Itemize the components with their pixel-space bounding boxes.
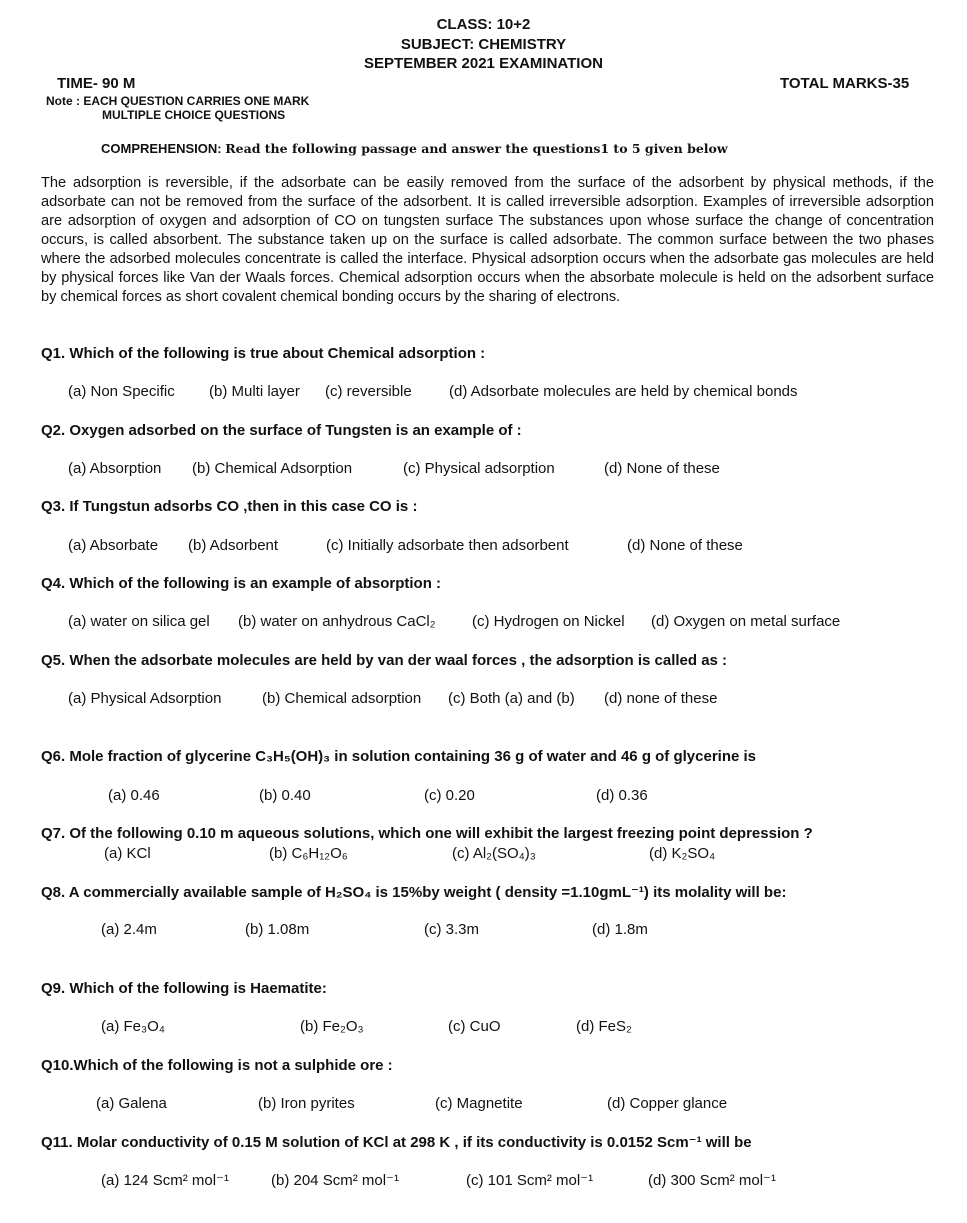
comprehension-passage: The adsorption is reversible, if the adsorbate can be easily removed from the surface of the adsorbent by physical methods, if the adsorbate can not be removed from the surface of the adsorbent. It is called irreversible adsorption. Examples of irreversible adsorption are adsorption of oxygen and adsorption of CO on tungsten surface The substances upon whose surface the change of concentration occurs, is called absorbent. The substance taken up on the surface is called adsorbate. The common surface between the two phases where the adsorbed molecules concentrate is called the interface. Physical adsorption occurs when the adsorbate gas molecules are held by physical forces like Van der Waals forces. Chemical adsorption occurs when the absorbate molecule is held on the adsorbent surface by chemical forces as short covalent chemical bonding occurs by the sharing of electrons. [41,175,934,305]
comprehension-instruction: Read the following passage and answer the questions1 to 5 given below [225,141,728,156]
q5-option-c: (c) Both (a) and (b) [448,690,575,707]
q6-option-a: (a) 0.46 [108,787,160,804]
question-1: Q1. Which of the following is true about Chemical adsorption : [41,345,486,362]
q3-option-c: (c) Initially adsorbate then adsorbent [326,537,569,554]
q1-option-b: (b) Multi layer [209,383,300,400]
question-8: Q8. A commercially available sample of H₂SO₄ is 15%by weight ( density =1.10gmL⁻¹) its molality will be: [41,884,787,901]
q11-option-d: (d) 300 Scm² mol⁻¹ [648,1172,776,1189]
q8-option-c: (c) 3.3m [424,921,480,938]
q1-option-d: (d) Adsorbate molecules are held by chemical bonds [449,383,798,400]
q2-option-d: (d) None of these [604,460,720,477]
q3-option-a: (a) Absorbate [68,537,159,554]
q8-option-d: (d) 1.8m [592,921,648,938]
comprehension-heading [101,141,728,156]
question-2: Q2. Oxygen adsorbed on the surface of Tungsten is an example of : [41,422,522,439]
q10-option-c: (c) Magnetite [435,1095,523,1112]
q9-option-b: (b) Fe₂O₃ [300,1018,364,1035]
q5-option-d: (d) none of these [604,690,718,707]
q6-option-d: (d) 0.36 [596,787,648,804]
question-11: Q11. Molar conductivity of 0.15 M solution of KCl at 298 K , if its conductivity is 0.0152 Scm⁻¹ will be [41,1134,752,1151]
q4-option-a: (a) water on silica gel [68,613,210,630]
q7-option-b: (b) C₆H₁₂O₆ [269,845,348,862]
q4-option-b: (b) water on anhydrous CaCl₂ [238,613,436,630]
q2-option-a: (a) Absorption [68,460,162,477]
q1-option-c: (c) reversible [325,383,412,400]
q5-option-b: (b) Chemical adsorption [262,690,422,707]
q10-option-b: (b) Iron pyrites [258,1095,355,1112]
q8-option-a: (a) 2.4m [101,921,157,938]
q9-option-a: (a) Fe₃O₄ [101,1018,165,1035]
q7-option-c: (c) Al₂(SO₄)₃ [452,845,536,862]
question-4: Q4. Which of the following is an example of absorption : [41,575,442,592]
exam-line: SEPTEMBER 2021 EXAMINATION [364,55,603,72]
comprehension-label: COMPREHENSION: [101,141,222,156]
q4-option-d: (d) Oxygen on metal surface [651,613,841,630]
q3-option-d: (d) None of these [627,537,743,554]
question-7: Q7. Of the following 0.10 m aqueous solutions, which one will exhibit the largest freezing point depression ? [41,825,813,842]
q8-option-b: (b) 1.08m [245,921,310,938]
q4-option-c: (c) Hydrogen on Nickel [472,613,625,630]
q5-option-a: (a) Physical Adsorption [68,690,222,707]
q10-option-a: (a) Galena [96,1095,167,1112]
total-marks-label: TOTAL MARKS-35 [780,75,910,92]
question-9: Q9. Which of the following is Haematite: [41,980,327,997]
question-5: Q5. When the adsorbate molecules are held by van der waal forces , the adsorption is called as : [41,652,728,669]
note-line-1: Note : EACH QUESTION CARRIES ONE MARK [46,94,310,108]
q11-option-a: (a) 124 Scm² mol⁻¹ [101,1172,229,1189]
q7-option-d: (d) K₂SO₄ [649,845,716,862]
question-10: Q10.Which of the following is not a sulphide ore : [41,1057,393,1074]
q10-option-d: (d) Copper glance [607,1095,728,1112]
question-6: Q6. Mole fraction of glycerine C₃H₅(OH)₃ in solution containing 36 g of water and 46 g of glycerine is [41,748,757,765]
time-label: TIME- 90 M [57,75,136,92]
q11-option-c: (c) 101 Scm² mol⁻¹ [466,1172,594,1189]
question-3: Q3. If Tungstun adsorbs CO ,then in this case CO is : [41,498,418,515]
q2-option-b: (b) Chemical Adsorption [192,460,353,477]
q2-option-c: (c) Physical adsorption [403,460,555,477]
class-line: CLASS: 10+2 [436,16,531,33]
note-line-2: MULTIPLE CHOICE QUESTIONS [102,108,286,122]
q9-option-c: (c) CuO [448,1018,501,1035]
q3-option-b: (b) Adsorbent [188,537,279,554]
q7-option-a: (a) KCl [104,845,151,862]
q1-option-a: (a) Non Specific [68,383,175,400]
q9-option-d: (d) FeS₂ [576,1018,632,1035]
q11-option-b: (b) 204 Scm² mol⁻¹ [271,1172,399,1189]
q6-option-b: (b) 0.40 [259,787,311,804]
subject-line: SUBJECT: CHEMISTRY [400,36,567,53]
q6-option-c: (c) 0.20 [424,787,475,804]
